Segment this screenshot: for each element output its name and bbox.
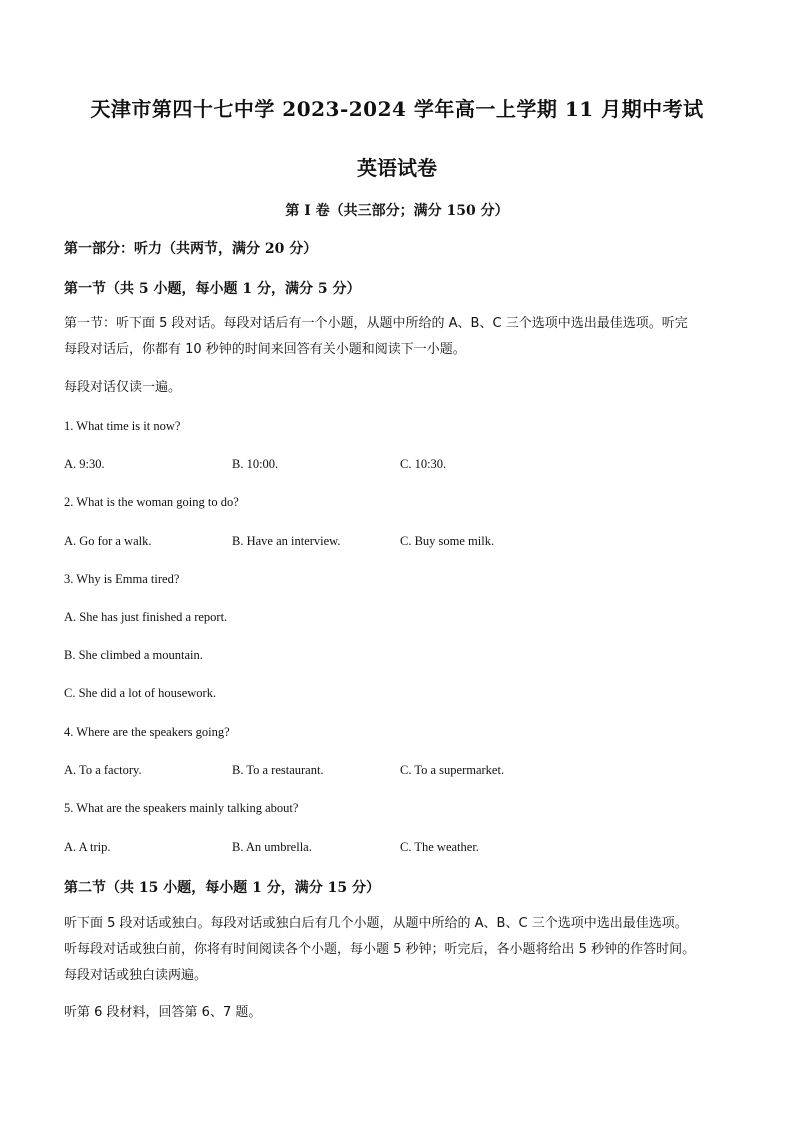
section1-heading: 第一节（共 5 小题，每小题 1 分，满分 5 分） — [64, 281, 361, 297]
question-option: B. She climbed a mountain. — [64, 648, 203, 662]
question-option: A. A trip. — [64, 840, 111, 854]
question-stem: 4. Where are the speakers going? — [64, 725, 230, 739]
section1-instruction-line: 每段对话后，你都有 10 秒钟的时间来回答有关小题和阅读下一小题。 — [64, 342, 466, 357]
question-stem: 5. What are the speakers mainly talking about? — [64, 801, 299, 815]
question-option: C. To a supermarket. — [400, 763, 505, 777]
exam-title: 天津市第四十七中学 2023-2024 学年高一上学期 11 月期中考试 — [90, 97, 704, 121]
read-once-note: 每段对话仅读一遍。 — [64, 380, 182, 395]
section2-instruction-line: 听每段对话或独白前，你将有时间阅读各个小题，每小题 5 秒钟；听完后，各小题将给出 5 秒钟的作答时间。 — [64, 942, 696, 957]
question-option: A. Go for a walk. — [64, 534, 152, 548]
section2-instruction-line: 听下面 5 段对话或独白。每段对话或独白后有几个小题，从题中所给的 A、B、C 三个选项中选出最佳选项。 — [64, 916, 688, 931]
question-option: B. 10:00. — [232, 457, 279, 471]
question-option: C. 10:30. — [400, 457, 447, 471]
section2-heading: 第二节（共 15 小题，每小题 1 分，满分 15 分） — [64, 880, 380, 896]
question-option: A. She has just finished a report. — [64, 610, 228, 624]
question-option: B. Have an interview. — [232, 534, 341, 548]
question-option: B. An umbrella. — [232, 840, 312, 854]
question-stem: 3. Why is Emma tired? — [64, 572, 180, 586]
question-option: C. The weather. — [400, 840, 479, 854]
section1-instruction-line: 第一节：听下面 5 段对话。每段对话后有一个小题，从题中所给的 A、B、C 三个选项中选出最佳选项。听完 — [64, 316, 688, 331]
section2-instructions — [64, 911, 734, 989]
exam-subtitle: 英语试卷 — [357, 156, 437, 180]
question-option: C. She did a lot of housework. — [64, 686, 217, 700]
volume-header: 第 I 卷（共三部分；满分 150 分） — [285, 203, 509, 219]
question-option: C. Buy some milk. — [400, 534, 495, 548]
section1-instructions — [64, 311, 734, 363]
question-option: B. To a restaurant. — [232, 763, 324, 777]
question-stem: 1. What time is it now? — [64, 419, 181, 433]
part1-heading: 第一部分：听力（共两节，满分 20 分） — [64, 241, 318, 257]
material-note: 听第 6 段材料，回答第 6、7 题。 — [64, 1005, 262, 1020]
question-option: A. To a factory. — [64, 763, 142, 777]
question-option: A. 9:30. — [64, 457, 105, 471]
section2-instruction-line: 每段对话或独白读两遍。 — [64, 968, 208, 983]
question-stem: 2. What is the woman going to do? — [64, 495, 239, 509]
